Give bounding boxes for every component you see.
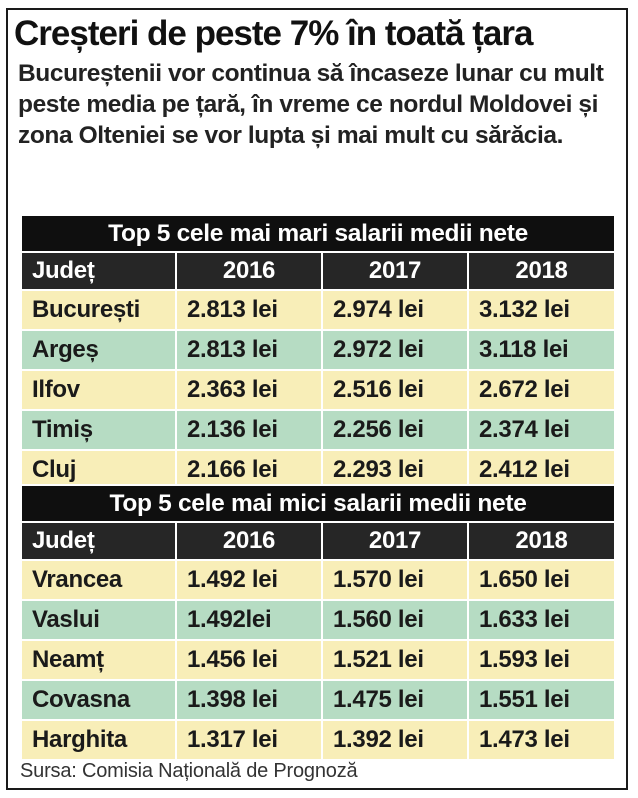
column-header: 2017 [322, 522, 468, 560]
county-cell: Neamț [21, 640, 176, 680]
salary-cell: 2.256 lei [322, 410, 468, 450]
salary-cell: 2.293 lei [322, 450, 468, 490]
salary-cell: 2.672 lei [468, 370, 615, 410]
salary-cell: 1.650 lei [468, 560, 615, 600]
salary-cell: 1.551 lei [468, 680, 615, 720]
salary-cell: 2.974 lei [322, 290, 468, 330]
table-heading: Top 5 cele mai mari salarii medii nete [21, 215, 615, 252]
county-cell: Vrancea [21, 560, 176, 600]
page-title: Creșteri de peste 7% în toată țara [14, 14, 533, 53]
column-header: 2016 [176, 522, 322, 560]
table-header-row [21, 252, 615, 290]
county-cell: Timiș [21, 410, 176, 450]
column-header: 2017 [322, 252, 468, 290]
salary-cell: 1.492lei [176, 600, 322, 640]
table-row [21, 560, 615, 600]
salary-cell: 1.473 lei [468, 720, 615, 760]
salary-cell: 2.972 lei [322, 330, 468, 370]
table-row [21, 720, 615, 760]
table-row [21, 370, 615, 410]
salary-cell: 2.516 lei [322, 370, 468, 410]
county-cell: Ilfov [21, 370, 176, 410]
salary-cell: 1.570 lei [322, 560, 468, 600]
top-salaries-table [20, 214, 616, 491]
salary-cell: 2.363 lei [176, 370, 322, 410]
salary-cell: 1.475 lei [322, 680, 468, 720]
county-cell: Vaslui [21, 600, 176, 640]
salary-cell: 2.136 lei [176, 410, 322, 450]
page-subtitle: Bucureștenii vor continua să încaseze lunar cu mult peste media pe țară, în vreme ce nordul Moldovei și zona Olteniei se vor lupta și mai mult cu sărăcia. [18, 60, 604, 149]
table-row [21, 680, 615, 720]
county-cell: București [21, 290, 176, 330]
salary-cell: 2.412 lei [468, 450, 615, 490]
salary-cell: 2.813 lei [176, 330, 322, 370]
salary-cell: 1.392 lei [322, 720, 468, 760]
table-row [21, 640, 615, 680]
table-row [21, 600, 615, 640]
county-cell: Harghita [21, 720, 176, 760]
county-cell: Argeș [21, 330, 176, 370]
salary-cell: 1.593 lei [468, 640, 615, 680]
salary-cell: 1.560 lei [322, 600, 468, 640]
column-header: Județ [21, 252, 176, 290]
table-row [21, 330, 615, 370]
table-header-row [21, 522, 615, 560]
salary-cell: 2.813 lei [176, 290, 322, 330]
table-row [21, 290, 615, 330]
source-note: Sursa: Comisia Națională de Prognoză [20, 760, 358, 782]
column-header: 2016 [176, 252, 322, 290]
table-row [21, 410, 615, 450]
bottom-salaries-table [20, 484, 616, 761]
salary-cell: 1.521 lei [322, 640, 468, 680]
salary-cell: 2.166 lei [176, 450, 322, 490]
column-header: 2018 [468, 522, 615, 560]
column-header: Județ [21, 522, 176, 560]
salary-cell: 1.633 lei [468, 600, 615, 640]
salary-cell: 3.132 lei [468, 290, 615, 330]
county-cell: Covasna [21, 680, 176, 720]
salary-cell: 1.456 lei [176, 640, 322, 680]
column-header: 2018 [468, 252, 615, 290]
salary-cell: 1.398 lei [176, 680, 322, 720]
county-cell: Cluj [21, 450, 176, 490]
salary-cell: 2.374 lei [468, 410, 615, 450]
salary-cell: 3.118 lei [468, 330, 615, 370]
table-heading: Top 5 cele mai mici salarii medii nete [21, 485, 615, 522]
salary-cell: 1.492 lei [176, 560, 322, 600]
salary-cell: 1.317 lei [176, 720, 322, 760]
